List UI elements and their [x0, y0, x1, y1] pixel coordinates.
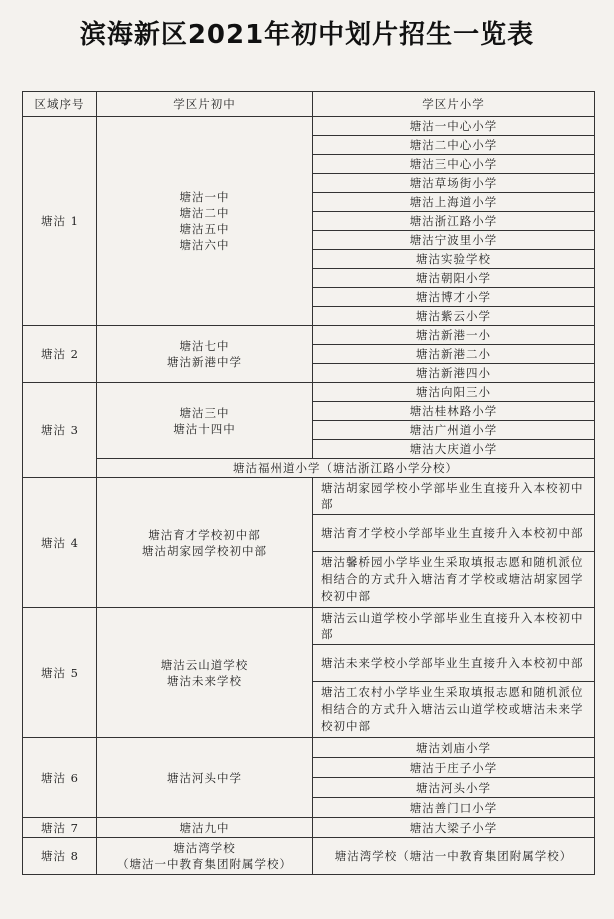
middle-school-name: （塘沽一中教育集团附属学校） [117, 857, 292, 871]
primary-school-cell: 塘沽大庆道小学 [313, 440, 595, 459]
middle-school-name: 塘沽五中 [179, 222, 230, 236]
primary-school-cell: 塘沽工农村小学毕业生采取填报志愿和随机派位相结合的方式升入塘沽云山道学校或塘沽未来学校初中部 [313, 682, 595, 738]
primary-school-cell: 塘沽湾学校（塘沽一中教育集团附属学校） [313, 838, 595, 875]
enrollment-table [22, 91, 595, 875]
primary-school-cell: 塘沽宁波里小学 [313, 231, 595, 250]
primary-school-cell: 塘沽大梁子小学 [313, 818, 595, 838]
header-region: 区域序号 [23, 92, 97, 117]
table-row [23, 478, 595, 515]
primary-school-cell: 塘沽新港二小 [313, 345, 595, 364]
region-cell: 塘沽 2 [23, 326, 97, 383]
header-primary-school: 学区片小学 [313, 92, 595, 117]
middle-school-name: 塘沽湾学校 [173, 841, 236, 855]
middle-school-cell [97, 117, 313, 326]
primary-school-cell: 塘沽桂林路小学 [313, 402, 595, 421]
region-cell: 塘沽 6 [23, 738, 97, 818]
middle-school-name: 塘沽未来学校 [167, 673, 242, 688]
primary-school-cell: 塘沽新港四小 [313, 364, 595, 383]
page-title: 滨海新区2021年初中划片招生一览表 [79, 20, 535, 50]
primary-school-cell: 塘沽博才小学 [313, 288, 595, 307]
middle-school-name: 塘沽河头中学 [167, 770, 242, 785]
middle-school-cell [97, 738, 313, 818]
primary-school-cell: 塘沽福州道小学（塘沽浙江路小学分校） [97, 459, 595, 478]
primary-school-cell: 塘沽刘庙小学 [313, 738, 595, 758]
middle-school-name: 塘沽一中 [179, 190, 230, 204]
middle-school-cell [97, 838, 313, 875]
table-row [23, 608, 595, 645]
primary-school-cell: 塘沽实验学校 [313, 250, 595, 269]
primary-school-cell: 塘沽上海道小学 [313, 193, 595, 212]
middle-school-name: 塘沽云山道学校 [160, 657, 249, 672]
middle-school-cell [97, 608, 313, 738]
middle-school-cell [97, 326, 313, 383]
middle-school-cell [97, 478, 313, 608]
middle-school-name: 塘沽二中 [179, 206, 230, 220]
primary-school-cell: 塘沽三中心小学 [313, 155, 595, 174]
primary-school-cell: 塘沽河头小学 [313, 778, 595, 798]
primary-school-cell: 塘沽浙江路小学 [313, 212, 595, 231]
middle-school-name: 塘沽胡家园学校初中部 [142, 543, 267, 558]
middle-school-name: 塘沽十四中 [173, 421, 236, 436]
primary-school-cell: 塘沽馨桥园小学毕业生采取填报志愿和随机派位相结合的方式升入塘沽育才学校或塘沽胡家园学校初中部 [313, 552, 595, 608]
table-row [23, 838, 595, 875]
middle-school-name: 塘沽新港中学 [167, 355, 242, 369]
primary-school-cell: 塘沽育才学校小学部毕业生直接升入本校初中部 [313, 515, 595, 552]
table-header-row [23, 92, 595, 117]
middle-school-cell [97, 383, 313, 459]
middle-school-name: 塘沽七中 [179, 339, 230, 353]
region-cell: 塘沽 5 [23, 608, 97, 738]
region-cell: 塘沽 3 [23, 383, 97, 478]
middle-school-cell [97, 818, 313, 838]
middle-school-name: 塘沽九中 [179, 820, 230, 835]
primary-school-cell: 塘沽朝阳小学 [313, 269, 595, 288]
primary-school-cell: 塘沽未来学校小学部毕业生直接升入本校初中部 [313, 645, 595, 682]
table-row [23, 326, 595, 345]
primary-school-cell: 塘沽草场街小学 [313, 174, 595, 193]
primary-school-cell: 塘沽新港一小 [313, 326, 595, 345]
primary-school-cell: 塘沽胡家园学校小学部毕业生直接升入本校初中部 [313, 478, 595, 515]
region-cell: 塘沽 4 [23, 478, 97, 608]
region-cell: 塘沽 8 [23, 838, 97, 875]
header-middle-school: 学区片初中 [97, 92, 313, 117]
primary-school-cell: 塘沽广州道小学 [313, 421, 595, 440]
middle-school-name: 塘沽育才学校初中部 [148, 527, 261, 542]
primary-school-cell: 塘沽向阳三小 [313, 383, 595, 402]
primary-school-cell: 塘沽一中心小学 [313, 117, 595, 136]
primary-school-cell: 塘沽紫云小学 [313, 307, 595, 326]
table-row [23, 738, 595, 758]
table-row [23, 383, 595, 402]
primary-school-cell: 塘沽于庄子小学 [313, 758, 595, 778]
primary-school-cell: 塘沽善门口小学 [313, 798, 595, 818]
primary-school-cell: 塘沽二中心小学 [313, 136, 595, 155]
table-row [23, 818, 595, 838]
middle-school-name: 塘沽六中 [179, 238, 230, 252]
primary-school-cell: 塘沽云山道学校小学部毕业生直接升入本校初中部 [313, 608, 595, 645]
table-row [23, 117, 595, 136]
table-row [23, 459, 595, 478]
middle-school-name: 塘沽三中 [179, 405, 230, 420]
region-cell: 塘沽 7 [23, 818, 97, 838]
region-cell: 塘沽 1 [23, 117, 97, 326]
